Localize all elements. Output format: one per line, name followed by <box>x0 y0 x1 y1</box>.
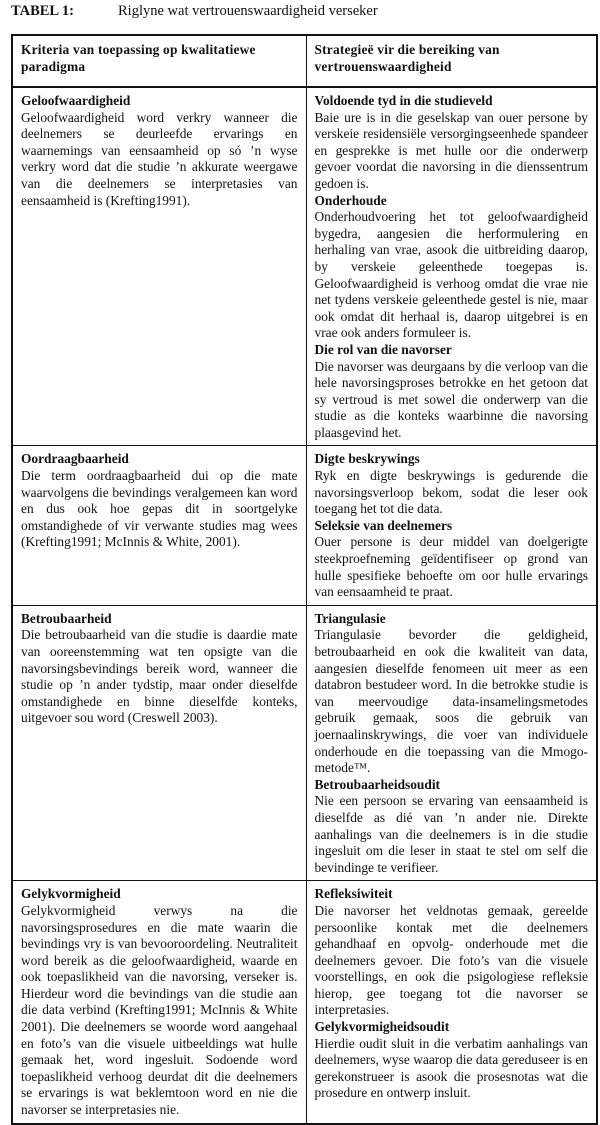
criterion-text: Die betroubaarheid van die studie is daardie mate van ooreenstemming wat ten opsigte van die navorsingsbevindings bereik word, wanneer die studie op ’n ander tydstip, maar onder dieselfde omstandighede en binne dieselfde konteks, uitgevoer sou word (Creswell 2003). <box>21 627 298 726</box>
strategies-cell <box>306 446 597 605</box>
strategy-heading: Seleksie van deelnemers <box>314 517 453 533</box>
criterion-text: Geloofwaardigheid word verkry wanneer die deelnemers se deurleefde ervarings en waarnemings van eensaamheid op só ’n wyse verkry word dat die studie ’n akkurate weergawe van die deelnemers se interpretasies van eensaamheid is (Krefting1991). <box>21 109 298 208</box>
strategies-cell <box>306 881 597 1124</box>
criterion-text: Gelykvormigheid verwys na die navorsingsprosedures en die mate waarin die bevindings vry is van bevooroordeling. Neutraliteit word bereik as die geloofwaardigheid, waarde en ook toepaslikheid van die navorsing, verseker is. Hierdeur word die bevindings van die studie aan die data verbind (Krefting1991; McInnis & White 2001). Die deelnemers se woorde word aangehaal en foto’s van die visuele uitbeeldings wat hulle gemaak het, word ingesluit. Sodoende word toepaslikheid verhoog deurdat dit die deelnemers se ervarings is wat beklemtoon word en nie die navorser se interpretasies nie. <box>21 902 298 1118</box>
strategy-heading: Gelykvormigheidsoudit <box>314 1019 450 1035</box>
header-criteria: Kriteria van toepassing op kwalitatiewe paradigma <box>12 35 306 87</box>
table-caption <box>11 2 378 20</box>
strategy-heading: Digte beskrywings <box>314 451 420 467</box>
strategy-heading: Die rol van die navorser <box>314 341 452 357</box>
criterion-heading: Geloofwaardigheid <box>21 93 131 108</box>
criterion-cell <box>12 87 306 446</box>
strategy-text: Die navorser was deurgaans by die verloop van die hele navorsingsproses betrokke en het getoon dat sy vertroud is met sowel die onderwerp van die studie as die konteks waarbinne die navorsing plaasgevind het. <box>314 358 588 440</box>
strategy-text: Baie ure is in die geselskap van ouer persone by verskeie residensiële versorgingseenhede spandeer en gesprekke is met hulle oor die onderwerp gevoer voordat die navorsing in die dienssentrum gedoen is. <box>314 109 588 191</box>
table-row <box>12 446 597 605</box>
strategies-cell <box>306 87 597 446</box>
strategy-heading: Voldoende tyd in die studieveld <box>314 93 493 108</box>
strategy-heading: Betroubaarheidsoudit <box>314 776 440 792</box>
criterion-cell <box>12 605 306 881</box>
table-row <box>12 605 597 881</box>
strategy-heading: Refleksiwiteit <box>314 886 393 902</box>
criterion-heading: Betroubaarheid <box>21 610 112 626</box>
table-header-row <box>12 35 597 87</box>
strategy-text: Onderhoudvoering het tot geloofwaardigheid bygedra, aangesien die herformulering en herhaling van vrae, asook die uitbreiding daarop, by verskeie geleenthede toegepas is. Geloofwaardigheid is verhoog omdat die vrae nie net tydens verskeie geleenthede gestel is nie, maar ook omdat dit herhaal is, daarop uitgebrei is en vrae ook anders formuleer is. <box>314 209 588 341</box>
strategy-text: Ryk en digte beskrywings is gedurende die navorsingsverloop bekom, sodat die leser ook toegang het tot die data. <box>314 468 588 517</box>
criterion-heading: Gelykvormigheid <box>21 886 121 902</box>
table-row <box>12 881 597 1124</box>
strategy-text: Hierdie oudit sluit in die verbatim aanhalings van deelnemers, wyse waarop die data gereduseer is en gerekonstrueer is asook die prosesnotas wat die prosedure en ontwerp insluit. <box>314 1035 588 1101</box>
strategy-heading: Triangulasie <box>314 610 386 626</box>
strategies-cell <box>306 605 597 881</box>
table-row <box>12 87 597 446</box>
criterion-cell <box>12 446 306 605</box>
strategy-heading: Onderhoude <box>314 192 387 208</box>
criterion-heading: Oordraagbaarheid <box>21 451 129 467</box>
caption-label: TABEL 1: <box>11 3 74 19</box>
trustworthiness-table <box>11 34 598 1125</box>
caption-title: Riglyne wat vertrouenswaardigheid verseker <box>118 3 378 19</box>
strategy-text: Die navorser het veldnotas gemaak, gereelde persoonlike kontak met die deelnemers gehandhaaf en opvolg- onderhoude met die deelnemers gevoer. Die foto’s van die visuele voorstellings, en ook die psigologiese refleksie hierop, gee toegang tot die navorser se interpretasies. <box>314 902 588 1018</box>
criterion-text: Die term oordraagbaarheid dui op die mate waarvolgens die bevindings veralgemeen kan word en dus ook hoe gepas dit in soortgelyke omstandighede of vir verwante studies mag wees (Krefting1991; McInnis & White, 2001). <box>21 468 298 550</box>
criterion-cell <box>12 881 306 1124</box>
strategy-text: Ouer persone is deur middel van doelgerigte steekproefneming geïdentifiseer op grond van hulle spesifieke behoefte om oor hulle ervarings van eensaamheid te praat. <box>314 534 588 600</box>
strategy-text: Triangulasie bevorder die geldigheid, betroubaarheid en ook die kwaliteit van data, aangesien dieselfde fenomeen uit meer as een databron bestudeer word. In die betrokke studie is van meervoudige data-insamelingsmetodes gebruik gemaak, soos die gebruik van joernaalinskrywings, die voer van individuele onderhoude en die toepassing van die Mmogo-metode™. <box>314 627 588 776</box>
strategy-text: Nie een persoon se ervaring van eensaamheid is dieselfde as dié van ’n ander nie. Direkte aanhalings van die deelnemers is in die studie ingesluit om die leser in staat te stel om self die bevindinge te verifieer. <box>314 793 588 875</box>
header-strategies: Strategieë vir die bereiking van vertrouenswaardigheid <box>306 35 597 87</box>
